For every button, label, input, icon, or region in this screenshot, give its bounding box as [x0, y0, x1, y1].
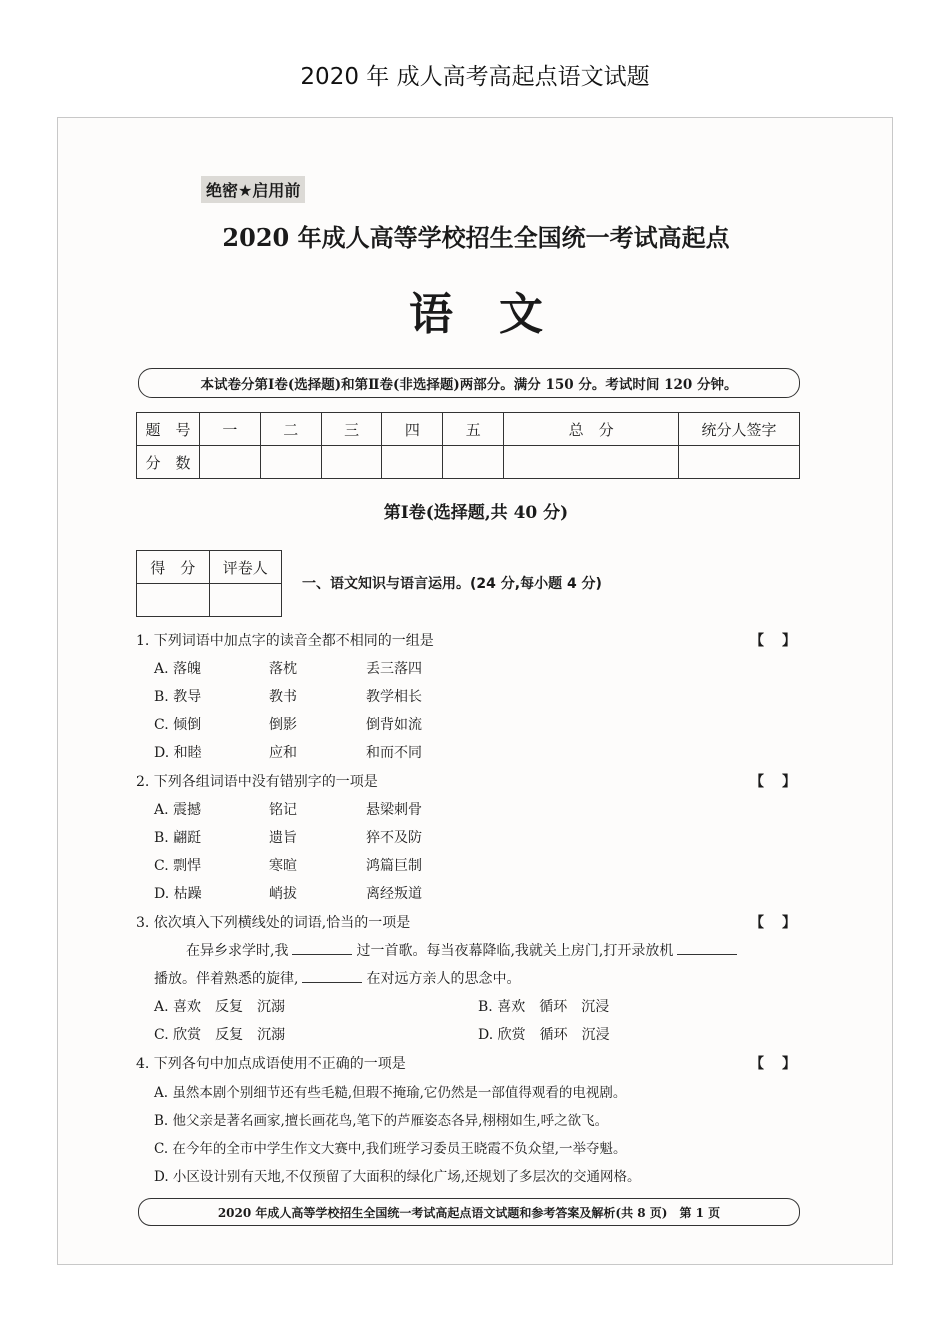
q2-option-a-idiom: 悬梁刺骨 — [366, 802, 422, 818]
q2-option-b-idiom: 猝不及防 — [366, 830, 422, 846]
q3-passage-line-2 — [154, 968, 520, 988]
q3-passage-part: 过一首歌。每当夜幕降临,我就关上房门,打开录放机 — [356, 943, 674, 959]
q4-option-d: D. 小区设计别有天地,不仅预留了大面积的绿化广场,还规划了多层次的交通网格。 — [154, 1169, 641, 1185]
q2-option-c: C. 剽悍 — [154, 858, 202, 874]
q1-option-c: C. 倾倒 — [154, 717, 202, 733]
answer-bracket: 【】 — [750, 1056, 814, 1072]
question-4-stem: 4. 下列各句中加点成语使用不正确的一项是 — [136, 1056, 406, 1072]
q1-option-b: B. 教导 — [154, 689, 202, 705]
section-title: 一、语文知识与语言运用。(24 分,每小题 4 分) — [302, 576, 602, 592]
q2-option-c-word: 寒暄 — [269, 858, 297, 874]
question-1-stem: 1. 下列词语中加点字的读音全都不相同的一组是 — [136, 633, 434, 649]
q3-option-b: B. 喜欢 循环 沉浸 — [478, 999, 610, 1015]
q1-option-a: A. 落魄 — [154, 661, 202, 677]
exam-title: 2020 年成人高等学校招生全国统一考试高起点 — [222, 223, 730, 252]
part-title: 第Ⅰ卷(选择题,共 40 分) — [383, 503, 569, 523]
q3-passage-part: 在对远方亲人的思念中。 — [366, 971, 521, 987]
score-header-cell: 题 号 — [137, 413, 200, 446]
score-header-cell: 三 — [321, 413, 382, 446]
q2-option-d-idiom: 离经叛道 — [366, 886, 422, 902]
score-cell — [321, 446, 382, 479]
score-header-cell: 一 — [200, 413, 261, 446]
q1-option-c-word: 倒影 — [269, 717, 297, 733]
fill-blank[interactable] — [292, 942, 352, 955]
q3-option-c: C. 欣赏 反复 沉溺 — [154, 1027, 286, 1043]
q3-option-d: D. 欣赏 循环 沉浸 — [478, 1027, 610, 1043]
q2-option-b: B. 翩跹 — [154, 830, 202, 846]
q3-passage-part: 播放。伴着熟悉的旋律, — [154, 971, 299, 987]
q2-option-c-idiom: 鸿篇巨制 — [366, 858, 422, 874]
answer-bracket: 【】 — [750, 915, 814, 931]
q1-option-b-idiom: 教学相长 — [366, 689, 422, 705]
subject-title: 语文 — [409, 289, 589, 340]
q1-option-d-word: 应和 — [269, 745, 297, 761]
grader-cell — [137, 584, 210, 617]
page-footer: 2020 年成人高等学校招生全国统一考试高起点语文试题和参考答案及解析(共 8 页) 第 1 页 — [138, 1198, 800, 1226]
score-row-label: 分 数 — [137, 446, 200, 479]
fill-blank[interactable] — [677, 942, 737, 955]
score-header-cell: 二 — [260, 413, 321, 446]
document-title: 2020 年 成人高考高起点语文试题 — [300, 64, 650, 90]
score-header-cell: 统分人签字 — [679, 413, 800, 446]
score-cell — [382, 446, 443, 479]
score-cell — [504, 446, 679, 479]
q1-option-a-idiom: 丢三落四 — [366, 661, 422, 677]
q4-option-a: A. 虽然本剧个别细节还有些毛糙,但瑕不掩瑜,它仍然是一部值得观看的电视剧。 — [154, 1085, 627, 1101]
q2-option-d-word: 峭拔 — [269, 886, 297, 902]
q1-option-a-word: 落枕 — [269, 661, 297, 677]
q1-option-c-idiom: 倒背如流 — [366, 717, 422, 733]
fill-blank[interactable] — [302, 970, 362, 983]
exam-page — [57, 117, 893, 1265]
q1-option-d-idiom: 和而不同 — [366, 745, 422, 761]
q1-option-d: D. 和睦 — [154, 745, 202, 761]
q4-option-b: B. 他父亲是著名画家,擅长画花鸟,笔下的芦雁姿态各异,栩栩如生,呼之欲飞。 — [154, 1113, 609, 1129]
grader-header-cell: 得 分 — [137, 551, 210, 584]
q3-passage-part: 在异乡求学时,我 — [186, 943, 289, 959]
score-header-cell: 五 — [443, 413, 504, 446]
grader-cell — [209, 584, 282, 617]
answer-bracket: 【】 — [750, 633, 814, 649]
q2-option-a-word: 铭记 — [269, 802, 297, 818]
score-cell — [200, 446, 261, 479]
score-cell — [260, 446, 321, 479]
q2-option-a: A. 震撼 — [154, 802, 202, 818]
grader-header-cell: 评卷人 — [209, 551, 282, 584]
q1-option-b-word: 教书 — [269, 689, 297, 705]
question-2-stem: 2. 下列各组词语中没有错别字的一项是 — [136, 774, 378, 790]
q2-option-d: D. 枯躁 — [154, 886, 202, 902]
exam-note: 本试卷分第Ⅰ卷(选择题)和第Ⅱ卷(非选择题)两部分。满分 150 分。考试时间 120 分钟。 — [138, 368, 800, 398]
q2-option-b-word: 遗旨 — [269, 830, 297, 846]
q4-option-c: C. 在今年的全市中学生作文大赛中,我们班学习委员王晓霞不负众望,一举夺魁。 — [154, 1141, 627, 1157]
q3-option-a: A. 喜欢 反复 沉溺 — [154, 999, 286, 1015]
secret-label: 绝密★启用前 — [201, 176, 305, 203]
question-3-stem: 3. 依次填入下列横线处的词语,恰当的一项是 — [136, 915, 411, 931]
score-table — [136, 412, 800, 479]
score-header-cell: 四 — [382, 413, 443, 446]
answer-bracket: 【】 — [750, 774, 814, 790]
score-cell — [679, 446, 800, 479]
score-header-cell: 总 分 — [504, 413, 679, 446]
grader-table — [136, 550, 282, 617]
q3-passage-line-1 — [186, 940, 741, 960]
score-cell — [443, 446, 504, 479]
